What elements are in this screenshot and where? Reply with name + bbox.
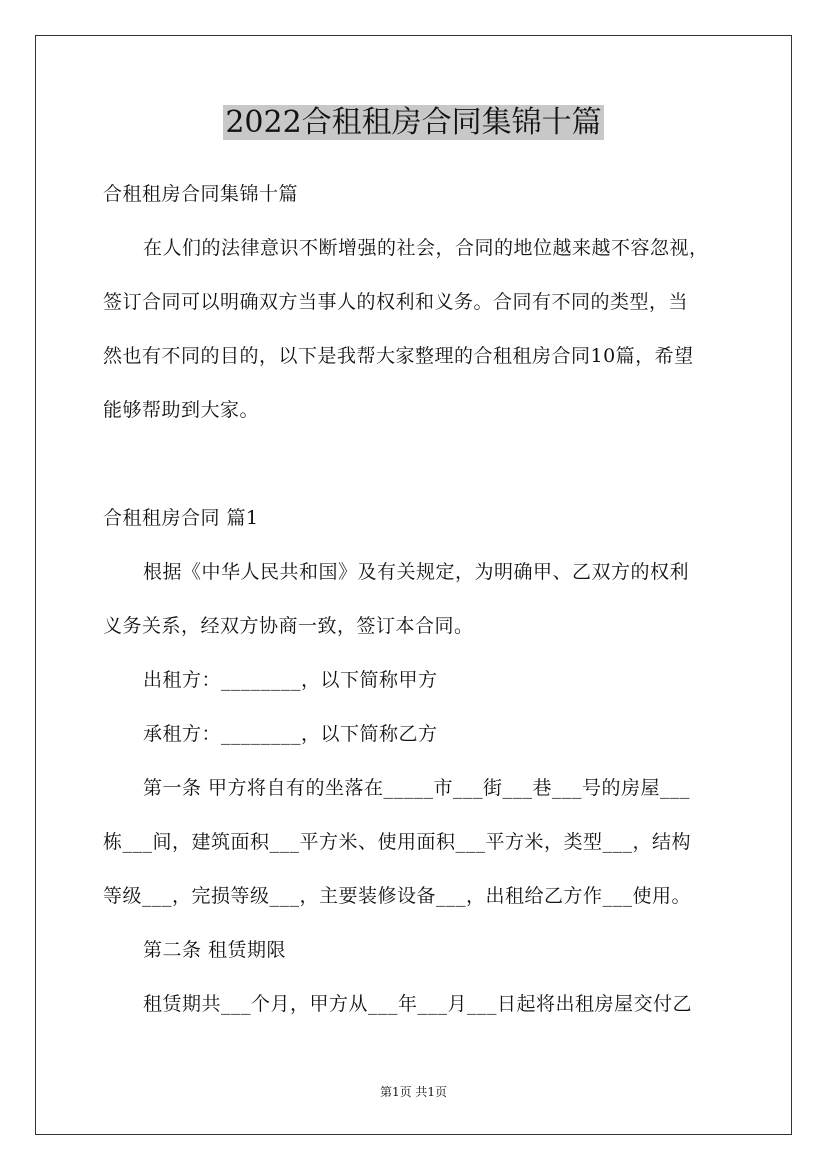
intro-line-3: 然也有不同的目的，以下是我帮大家整理的合租租房合同10篇，希望 — [103, 345, 694, 367]
intro-line-4: 能够帮助到大家。 — [103, 399, 260, 421]
document-title — [0, 102, 827, 144]
document-subtitle: 合租租房合同集锦十篇 — [103, 183, 299, 205]
document-title-text: 2022合租租房合同集锦十篇 — [225, 105, 602, 140]
lessee-line: 承租方：________，以下简称乙方 — [143, 723, 438, 745]
article-1-line-2: 栋___间，建筑面积___平方米、使用面积___平方米，类型___，结构 — [103, 831, 692, 853]
article-2-line-1: 租赁期共___个月，甲方从___年___月___日起将出租房屋交付乙 — [143, 993, 693, 1015]
lessor-line: 出租方：________，以下简称甲方 — [143, 669, 438, 691]
page-footer: 第1页 共1页 — [379, 1085, 448, 1099]
paragraph-line: 义务关系，经双方协商一致，签订本合同。 — [103, 615, 474, 637]
section-heading: 合租租房合同 篇1 — [103, 507, 259, 529]
intro-line-2: 签订合同可以明确双方当事人的权利和义务。合同有不同的类型，当 — [103, 291, 689, 313]
article-2-heading: 第二条 租赁期限 — [143, 939, 287, 961]
article-1-line-1: 第一条 甲方将自有的坐落在_____市___街___巷___号的房屋___ — [143, 777, 691, 799]
intro-line-1: 在人们的法律意识不断增强的社会，合同的地位越来越不容忽视， — [143, 237, 709, 259]
article-1-line-3: 等级___，完损等级___，主要装修设备___，出租给乙方作___使用。 — [103, 885, 692, 907]
paragraph-line: 根据《中华人民共和国》及有关规定，为明确甲、乙双方的权利 — [143, 561, 690, 583]
